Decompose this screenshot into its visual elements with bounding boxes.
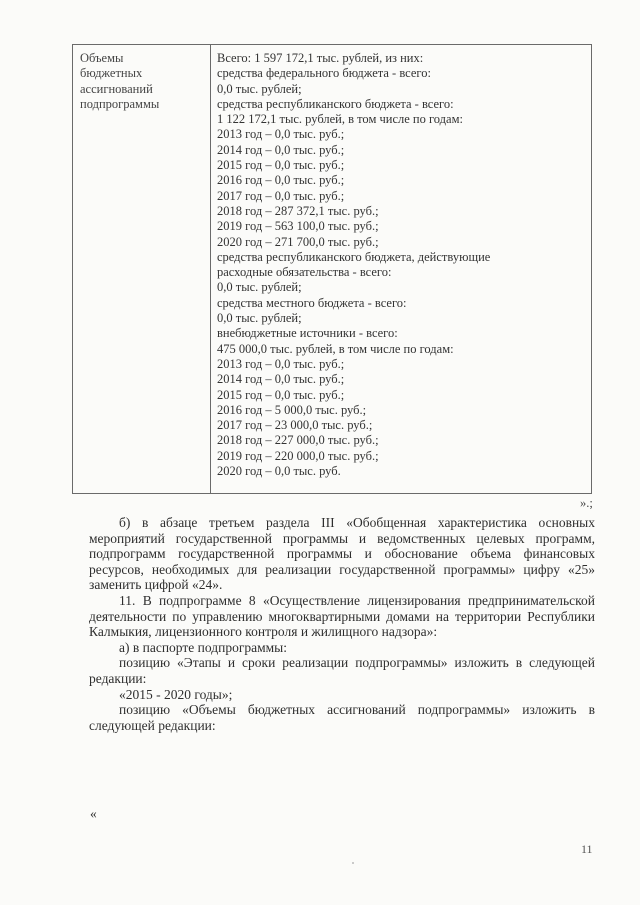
value-line: 2014 год – 0,0 тыс. руб.; [217,142,345,157]
value-line: 2015 год – 0,0 тыс. руб.; [217,387,345,402]
value-line: 0,0 тыс. рублей; [217,280,302,295]
value-line: 2020 год – 0,0 тыс. руб. [217,464,341,479]
label-line: ассигнований [80,81,153,96]
page-number: 11 [581,842,593,856]
label-line: Объемы [80,51,124,65]
label-line: бюджетных [80,66,143,81]
value-line: 2017 год – 0,0 тыс. руб.; [217,188,345,203]
paragraph-item-11: 11. В подпрограмме 8 «Осуществление лицензирования предпринимательской деятельности по управлению многоквартирными домами на территории Республики Калмыкия, лицензионного контроля и жилищного надзора»: [89,592,595,640]
closing-quote: ».; [580,496,593,510]
paragraph-years: «2015 - 2020 годы»; [119,686,233,702]
value-line: расходные обязательства - всего: [217,265,392,280]
paragraph-position-stages: позицию «Этапы и сроки реализации подпрограммы» изложить в следующей редакции: [89,655,595,686]
value-line: внебюджетные источники - всего: [217,326,398,341]
scan-speck [352,862,354,864]
value-line: 2013 год – 0,0 тыс. руб.; [217,127,345,142]
value-line: 2014 год – 0,0 тыс. руб.; [217,372,345,387]
value-line: 2018 год – 227 000,0 тыс. руб.; [217,433,379,448]
table-value-cell [217,51,587,479]
value-line: 2013 год – 0,0 тыс. руб.; [217,356,345,371]
value-line: средства республиканского бюджета - всего: [217,96,454,111]
value-line: 1 122 172,1 тыс. рублей, в том числе по годам: [217,112,463,127]
value-line: 2016 год – 5 000,0 тыс. руб.; [217,402,367,417]
value-line: 2015 год – 0,0 тыс. руб.; [217,158,345,173]
label-line: подпрограммы [80,96,160,111]
body-text [89,515,595,733]
value-line: 2019 год – 220 000,0 тыс. руб.; [217,448,379,463]
value-line: 2020 год – 271 700,0 тыс. руб.; [217,234,379,249]
paragraph-position-budget: позицию «Объемы бюджетных ассигнований подпрограммы» изложить в следующей редакции: [89,702,595,733]
value-line: средства местного бюджета - всего: [217,295,407,310]
table-divider [210,45,211,493]
value-line: 0,0 тыс. рублей; [217,81,302,96]
table-label-cell [80,51,205,112]
value-line: 475 000,0 тыс. рублей, в том числе по годам: [217,341,454,356]
paragraph-b: б) в абзаце третьем раздела III «Обобщенная характеристика основных мероприятий государственной программы и ведомственных целевых программ, подпрограмм государственной программы и обоснование объема финансовых ресурсов, необходимых для реализации государственной программы» цифру «25» заменить цифрой «24». [89,515,595,593]
value-line: 2018 год – 287 372,1 тыс. руб.; [217,203,379,218]
paragraph-a: а) в паспорте подпрограммы: [119,639,287,655]
opening-quote: « [90,806,97,821]
passport-table [72,44,592,494]
value-line: 2016 год – 0,0 тыс. руб.; [217,173,345,188]
value-line: средства республиканского бюджета, действующие [217,249,491,264]
value-line: 2017 год – 23 000,0 тыс. руб.; [217,418,373,433]
value-line: Всего: 1 597 172,1 тыс. рублей, из них: [217,51,424,65]
value-line: средства федерального бюджета - всего: [217,66,431,81]
value-line: 0,0 тыс. рублей; [217,311,302,326]
value-line: 2019 год – 563 100,0 тыс. руб.; [217,219,379,234]
